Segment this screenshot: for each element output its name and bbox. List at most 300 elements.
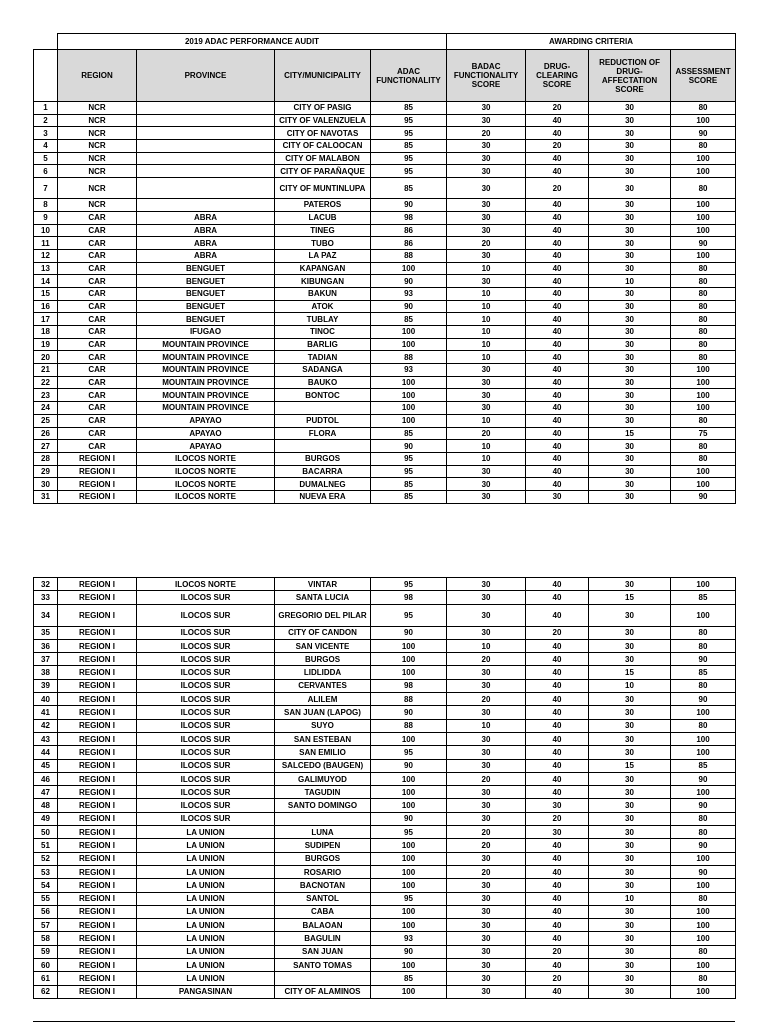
cell-drug-clearing-score: 40 [526, 338, 589, 351]
cell-adac-functionality: 98 [371, 211, 447, 224]
cell-badac-score: 10 [447, 414, 526, 427]
cell-province: ILOCOS NORTE [137, 578, 275, 591]
cell-region: CAR [58, 224, 137, 237]
cell-assessment-score: 80 [671, 719, 736, 732]
cell-region: CAR [58, 402, 137, 415]
cell-reduction-score: 30 [589, 639, 671, 652]
cell-adac-functionality: 95 [371, 114, 447, 127]
cell-assessment-score: 85 [671, 591, 736, 604]
table-row [34, 919, 736, 932]
cell-region: REGION I [58, 919, 137, 932]
cell-city: PUDTOL [275, 414, 371, 427]
cell-city: TUBO [275, 237, 371, 250]
cell-adac-functionality: 90 [371, 706, 447, 719]
cell-reduction-score: 30 [589, 932, 671, 945]
cell-row-number: 20 [34, 351, 58, 364]
cell-drug-clearing-score: 40 [526, 786, 589, 799]
cell-city: CITY OF NAVOTAS [275, 127, 371, 140]
table-row [34, 892, 736, 905]
cell-row-number: 38 [34, 666, 58, 679]
cell-row-number: 18 [34, 326, 58, 339]
cell-row-number: 5 [34, 152, 58, 165]
cell-region: REGION I [58, 490, 137, 503]
cell-reduction-score: 30 [589, 338, 671, 351]
cell-assessment-score: 80 [671, 452, 736, 465]
table-row [34, 826, 736, 839]
cell-reduction-score: 30 [589, 919, 671, 932]
cell-badac-score: 30 [447, 224, 526, 237]
cell-city: TAGUDIN [275, 786, 371, 799]
table-row [34, 427, 736, 440]
cell-row-number: 49 [34, 812, 58, 825]
cell-badac-score: 30 [447, 165, 526, 178]
cell-city: ALILEM [275, 693, 371, 706]
cell-badac-score: 30 [447, 376, 526, 389]
cell-adac-functionality: 100 [371, 985, 447, 998]
cell-region: NCR [58, 127, 137, 140]
cell-row-number: 39 [34, 679, 58, 692]
cell-province: MOUNTAIN PROVINCE [137, 402, 275, 415]
cell-adac-functionality: 85 [371, 102, 447, 115]
cell-reduction-score: 30 [589, 626, 671, 639]
cell-reduction-score: 30 [589, 879, 671, 892]
cell-drug-clearing-score: 40 [526, 414, 589, 427]
cell-row-number: 52 [34, 852, 58, 865]
cell-row-number: 4 [34, 140, 58, 153]
cell-adac-functionality: 100 [371, 772, 447, 785]
cell-reduction-score: 15 [589, 427, 671, 440]
cell-row-number: 10 [34, 224, 58, 237]
cell-province: LA UNION [137, 839, 275, 852]
cell-adac-functionality: 90 [371, 626, 447, 639]
cell-province: LA UNION [137, 919, 275, 932]
cell-adac-functionality: 98 [371, 679, 447, 692]
cell-badac-score: 20 [447, 693, 526, 706]
cell-region: REGION I [58, 772, 137, 785]
cell-assessment-score: 100 [671, 389, 736, 402]
cell-badac-score: 30 [447, 932, 526, 945]
cell-badac-score: 30 [447, 679, 526, 692]
cell-drug-clearing-score: 30 [526, 826, 589, 839]
cell-city: CITY OF CANDON [275, 626, 371, 639]
cell-row-number: 7 [34, 178, 58, 199]
row-number-header [34, 50, 58, 102]
cell-row-number: 28 [34, 452, 58, 465]
cell-drug-clearing-score: 40 [526, 706, 589, 719]
cell-reduction-score: 30 [589, 985, 671, 998]
cell-region: REGION I [58, 852, 137, 865]
cell-province [137, 178, 275, 199]
cell-badac-score: 10 [447, 719, 526, 732]
cell-badac-score: 10 [447, 639, 526, 652]
cell-city: CITY OF CALOOCAN [275, 140, 371, 153]
cell-province: ILOCOS SUR [137, 626, 275, 639]
col-header-region: REGION [58, 50, 137, 102]
cell-region: CAR [58, 414, 137, 427]
cell-adac-functionality: 95 [371, 465, 447, 478]
cell-adac-functionality: 100 [371, 376, 447, 389]
cell-row-number: 54 [34, 879, 58, 892]
cell-region: REGION I [58, 653, 137, 666]
table-row [34, 178, 736, 199]
cell-drug-clearing-score: 20 [526, 626, 589, 639]
table-row [34, 478, 736, 491]
cell-drug-clearing-score: 40 [526, 249, 589, 262]
cell-region: CAR [58, 237, 137, 250]
cell-province: MOUNTAIN PROVINCE [137, 351, 275, 364]
cell-reduction-score: 30 [589, 313, 671, 326]
cell-drug-clearing-score: 20 [526, 812, 589, 825]
cell-adac-functionality: 95 [371, 165, 447, 178]
criteria-title: AWARDING CRITERIA [447, 34, 736, 50]
cell-adac-functionality: 100 [371, 786, 447, 799]
cell-adac-functionality: 95 [371, 452, 447, 465]
cell-badac-score: 20 [447, 653, 526, 666]
cell-assessment-score: 100 [671, 199, 736, 212]
cell-badac-score: 10 [447, 313, 526, 326]
cell-badac-score: 30 [447, 152, 526, 165]
cell-badac-score: 30 [447, 490, 526, 503]
cell-drug-clearing-score: 40 [526, 759, 589, 772]
cell-drug-clearing-score: 40 [526, 959, 589, 972]
page-cut-edge [33, 1021, 735, 1025]
cell-province: LA UNION [137, 879, 275, 892]
cell-drug-clearing-score: 40 [526, 313, 589, 326]
cell-reduction-score: 30 [589, 152, 671, 165]
cell-adac-functionality: 95 [371, 826, 447, 839]
cell-reduction-score: 30 [589, 165, 671, 178]
cell-badac-score: 10 [447, 287, 526, 300]
cell-badac-score: 30 [447, 389, 526, 402]
col-header-badac: BADAC FUNCTIONALITY SCORE [447, 50, 526, 102]
cell-adac-functionality: 95 [371, 127, 447, 140]
cell-drug-clearing-score: 20 [526, 102, 589, 115]
cell-row-number: 9 [34, 211, 58, 224]
table-row [34, 114, 736, 127]
table-row [34, 985, 736, 998]
cell-city: VINTAR [275, 578, 371, 591]
cell-reduction-score: 10 [589, 679, 671, 692]
cell-region: REGION I [58, 626, 137, 639]
cell-assessment-score: 100 [671, 604, 736, 626]
cell-row-number: 58 [34, 932, 58, 945]
cell-reduction-score: 30 [589, 490, 671, 503]
cell-badac-score: 30 [447, 249, 526, 262]
cell-row-number: 16 [34, 300, 58, 313]
cell-province: PANGASINAN [137, 985, 275, 998]
cell-reduction-score: 30 [589, 211, 671, 224]
cell-assessment-score: 80 [671, 313, 736, 326]
cell-province: ILOCOS NORTE [137, 465, 275, 478]
cell-adac-functionality: 88 [371, 351, 447, 364]
cell-region: CAR [58, 364, 137, 377]
cell-drug-clearing-score: 40 [526, 578, 589, 591]
cell-drug-clearing-score: 20 [526, 972, 589, 985]
cell-city: SUYO [275, 719, 371, 732]
table-body-1 [34, 102, 736, 504]
cell-province: LA UNION [137, 905, 275, 918]
cell-adac-functionality: 100 [371, 879, 447, 892]
table-row [34, 326, 736, 339]
cell-assessment-score: 100 [671, 211, 736, 224]
cell-drug-clearing-score: 40 [526, 932, 589, 945]
cell-badac-score: 30 [447, 706, 526, 719]
cell-assessment-score: 80 [671, 326, 736, 339]
cell-city: TINEG [275, 224, 371, 237]
cell-province: ILOCOS SUR [137, 591, 275, 604]
cell-drug-clearing-score: 40 [526, 127, 589, 140]
cell-row-number: 2 [34, 114, 58, 127]
cell-drug-clearing-score: 40 [526, 224, 589, 237]
cell-city: BACNOTAN [275, 879, 371, 892]
cell-region: REGION I [58, 812, 137, 825]
cell-row-number: 8 [34, 199, 58, 212]
cell-province: BENGUET [137, 275, 275, 288]
cell-reduction-score: 30 [589, 826, 671, 839]
cell-region: REGION I [58, 706, 137, 719]
cell-row-number: 51 [34, 839, 58, 852]
col-header-city: CITY/MUNICIPALITY [275, 50, 371, 102]
cell-drug-clearing-score: 20 [526, 140, 589, 153]
cell-drug-clearing-score: 40 [526, 452, 589, 465]
cell-badac-score: 20 [447, 826, 526, 839]
cell-badac-score: 30 [447, 604, 526, 626]
table-body-2 [34, 578, 736, 999]
cell-adac-functionality: 95 [371, 604, 447, 626]
cell-row-number: 55 [34, 892, 58, 905]
cell-region: CAR [58, 427, 137, 440]
cell-drug-clearing-score: 40 [526, 879, 589, 892]
cell-adac-functionality: 100 [371, 799, 447, 812]
cell-city: LUNA [275, 826, 371, 839]
cell-badac-score: 10 [447, 338, 526, 351]
cell-reduction-score: 15 [589, 666, 671, 679]
audit-table-part-2 [33, 577, 736, 999]
cell-province: LA UNION [137, 892, 275, 905]
cell-drug-clearing-score: 40 [526, 237, 589, 250]
cell-row-number: 1 [34, 102, 58, 115]
cell-adac-functionality: 88 [371, 693, 447, 706]
cell-row-number: 53 [34, 865, 58, 878]
cell-adac-functionality: 100 [371, 402, 447, 415]
table-row [34, 879, 736, 892]
cell-region: REGION I [58, 945, 137, 958]
cell-row-number: 59 [34, 945, 58, 958]
cell-adac-functionality: 100 [371, 732, 447, 745]
cell-adac-functionality: 90 [371, 440, 447, 453]
cell-drug-clearing-score: 40 [526, 364, 589, 377]
cell-badac-score: 20 [447, 237, 526, 250]
cell-row-number: 47 [34, 786, 58, 799]
table-row [34, 351, 736, 364]
cell-drug-clearing-score: 40 [526, 746, 589, 759]
table-row [34, 102, 736, 115]
cell-region: REGION I [58, 578, 137, 591]
cell-province [137, 152, 275, 165]
cell-assessment-score: 100 [671, 152, 736, 165]
cell-row-number: 17 [34, 313, 58, 326]
cell-reduction-score: 30 [589, 653, 671, 666]
cell-assessment-score: 100 [671, 959, 736, 972]
cell-region: REGION I [58, 985, 137, 998]
cell-province: MOUNTAIN PROVINCE [137, 376, 275, 389]
cell-drug-clearing-score: 30 [526, 799, 589, 812]
cell-reduction-score: 30 [589, 959, 671, 972]
cell-drug-clearing-score: 40 [526, 693, 589, 706]
cell-row-number: 27 [34, 440, 58, 453]
cell-assessment-score: 80 [671, 972, 736, 985]
cell-assessment-score: 100 [671, 932, 736, 945]
cell-drug-clearing-score: 40 [526, 905, 589, 918]
cell-badac-score: 30 [447, 578, 526, 591]
cell-reduction-score: 30 [589, 465, 671, 478]
cell-badac-score: 20 [447, 427, 526, 440]
cell-reduction-score: 30 [589, 839, 671, 852]
cell-row-number: 61 [34, 972, 58, 985]
cell-assessment-score: 80 [671, 300, 736, 313]
cell-assessment-score: 80 [671, 440, 736, 453]
cell-drug-clearing-score: 40 [526, 199, 589, 212]
cell-city: FLORA [275, 427, 371, 440]
cell-province: BENGUET [137, 287, 275, 300]
audit-title: 2019 ADAC PERFORMANCE AUDIT [58, 34, 447, 50]
cell-reduction-score: 30 [589, 199, 671, 212]
cell-row-number: 46 [34, 772, 58, 785]
table-row [34, 224, 736, 237]
cell-assessment-score: 90 [671, 865, 736, 878]
table-row [34, 452, 736, 465]
cell-adac-functionality: 100 [371, 338, 447, 351]
cell-assessment-score: 80 [671, 275, 736, 288]
table-row [34, 237, 736, 250]
cell-reduction-score: 30 [589, 262, 671, 275]
cell-adac-functionality: 85 [371, 427, 447, 440]
cell-province: ABRA [137, 211, 275, 224]
cell-assessment-score: 80 [671, 414, 736, 427]
cell-region: REGION I [58, 759, 137, 772]
table-row [34, 591, 736, 604]
table-row [34, 338, 736, 351]
cell-city [275, 812, 371, 825]
cell-badac-score: 30 [447, 402, 526, 415]
cell-row-number: 44 [34, 746, 58, 759]
cell-assessment-score: 80 [671, 287, 736, 300]
cell-drug-clearing-score: 40 [526, 719, 589, 732]
cell-row-number: 56 [34, 905, 58, 918]
cell-reduction-score: 30 [589, 452, 671, 465]
table-row [34, 812, 736, 825]
cell-assessment-score: 80 [671, 812, 736, 825]
cell-drug-clearing-score: 40 [526, 653, 589, 666]
cell-city: ROSARIO [275, 865, 371, 878]
cell-reduction-score: 30 [589, 224, 671, 237]
cell-assessment-score: 90 [671, 799, 736, 812]
cell-reduction-score: 30 [589, 326, 671, 339]
cell-city: CITY OF MUNTINLUPA [275, 178, 371, 199]
cell-assessment-score: 100 [671, 919, 736, 932]
cell-province: ILOCOS SUR [137, 812, 275, 825]
cell-adac-functionality: 100 [371, 905, 447, 918]
cell-province: BENGUET [137, 313, 275, 326]
cell-city: KIBUNGAN [275, 275, 371, 288]
cell-drug-clearing-score: 40 [526, 604, 589, 626]
cell-drug-clearing-score: 40 [526, 852, 589, 865]
audit-table-part-1 [33, 33, 736, 504]
cell-reduction-score: 30 [589, 127, 671, 140]
cell-badac-score: 30 [447, 591, 526, 604]
cell-region: CAR [58, 326, 137, 339]
table-row [34, 389, 736, 402]
table-row [34, 945, 736, 958]
cell-province: ILOCOS SUR [137, 719, 275, 732]
cell-drug-clearing-score: 40 [526, 772, 589, 785]
cell-reduction-score: 30 [589, 786, 671, 799]
cell-drug-clearing-score: 30 [526, 490, 589, 503]
cell-assessment-score: 90 [671, 490, 736, 503]
table-row [34, 300, 736, 313]
cell-assessment-score: 80 [671, 178, 736, 199]
table-row [34, 639, 736, 652]
cell-reduction-score: 15 [589, 591, 671, 604]
corner-blank [34, 34, 58, 50]
cell-city: SUDIPEN [275, 839, 371, 852]
cell-assessment-score: 90 [671, 839, 736, 852]
cell-reduction-score: 30 [589, 852, 671, 865]
cell-drug-clearing-score: 40 [526, 440, 589, 453]
cell-province [137, 165, 275, 178]
cell-assessment-score: 100 [671, 985, 736, 998]
cell-city: CITY OF ALAMINOS [275, 985, 371, 998]
cell-reduction-score: 30 [589, 578, 671, 591]
table-row [34, 746, 736, 759]
col-header-adac: ADAC FUNCTIONALITY [371, 50, 447, 102]
cell-assessment-score: 85 [671, 666, 736, 679]
cell-province: ABRA [137, 249, 275, 262]
cell-province: LA UNION [137, 826, 275, 839]
cell-assessment-score: 100 [671, 402, 736, 415]
col-header-reduction: REDUCTION OF DRUG-AFFECTATION SCORE [589, 50, 671, 102]
cell-city: LIDLIDDA [275, 666, 371, 679]
cell-drug-clearing-score: 40 [526, 465, 589, 478]
cell-city: SANTOL [275, 892, 371, 905]
cell-province: LA UNION [137, 865, 275, 878]
cell-province: LA UNION [137, 852, 275, 865]
table-row [34, 706, 736, 719]
cell-adac-functionality: 85 [371, 140, 447, 153]
table-row [34, 249, 736, 262]
table-row [34, 719, 736, 732]
cell-city: SAN JUAN (LAPOG) [275, 706, 371, 719]
cell-reduction-score: 30 [589, 693, 671, 706]
cell-drug-clearing-score: 40 [526, 919, 589, 932]
cell-region: REGION I [58, 639, 137, 652]
table-row [34, 653, 736, 666]
cell-row-number: 62 [34, 985, 58, 998]
cell-row-number: 45 [34, 759, 58, 772]
cell-adac-functionality: 100 [371, 414, 447, 427]
cell-city: CITY OF PARAÑAQUE [275, 165, 371, 178]
cell-province: MOUNTAIN PROVINCE [137, 364, 275, 377]
cell-reduction-score: 10 [589, 892, 671, 905]
cell-region: CAR [58, 313, 137, 326]
cell-badac-score: 30 [447, 812, 526, 825]
cell-drug-clearing-score: 20 [526, 178, 589, 199]
cell-row-number: 35 [34, 626, 58, 639]
table-row [34, 732, 736, 745]
cell-city: SANTA LUCIA [275, 591, 371, 604]
cell-city: TADIAN [275, 351, 371, 364]
cell-assessment-score: 100 [671, 905, 736, 918]
